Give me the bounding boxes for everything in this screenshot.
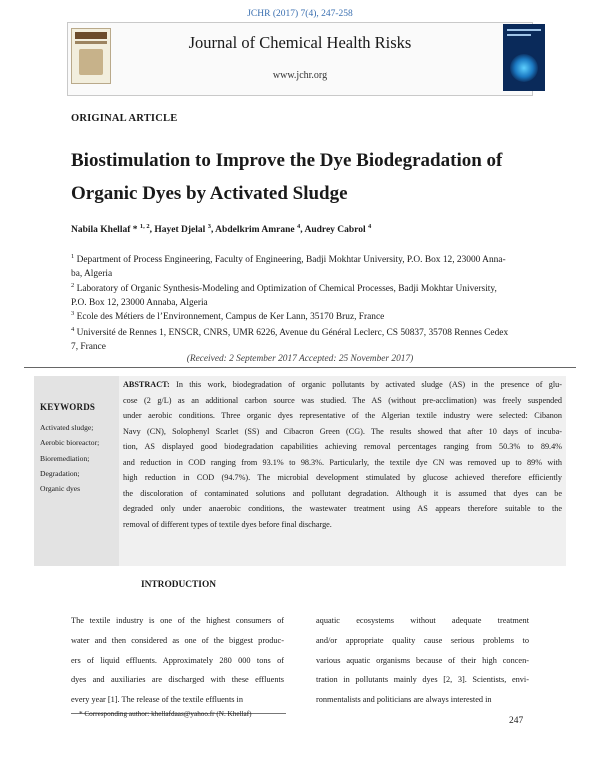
body-line: tration in pollutants mainly dyes [2, 3]. Scientists, envi- — [316, 675, 529, 685]
keyword-item: Activated sludge; — [40, 423, 94, 432]
affiliation: $^2$ Laboratory of Organic Synthesis-Modeling and Optimization of Chemical Processes, Badji Mokhtar University, P.O. Box 12, 23000 Annaba, Algeria — [71, 282, 497, 308]
keyword-item: Degradation; — [40, 468, 80, 478]
section-divider — [24, 367, 576, 368]
article-type: ORIGINAL ARTICLE — [71, 113, 178, 124]
abstract-line: degraded only under anaerobic conditions, the wastewater treatment using AS appears therefore suitable to the — [123, 504, 562, 513]
abstract-line: high reduction in COD (94.7%). The microbial development stimulated by glucose achieved therefore efficiently — [123, 473, 562, 482]
journal-citation: JCHR (2017) 7(4), 247-258 — [247, 9, 353, 19]
affiliation: $^3$ Ecole des Métiers de l’Environnement, Campus de Ker Lann, 35170 Bruz, France — [71, 310, 385, 323]
author-name: Hayet Djelal — [154, 225, 206, 236]
body-line: The textile industry is one of the highest consumers of — [71, 616, 284, 625]
journal-cover-thumbnail-right — [503, 24, 545, 91]
keyword-item: Organic dyes — [40, 484, 81, 494]
body-line: various aquatic organisms because of their high concen- — [316, 655, 529, 665]
journal-url[interactable]: www.jchr.org — [272, 70, 328, 81]
abstract-line: tion, AS displayed good biodegradation capabilities achieving removal percentages ranging from 50.3% to 89.4% — [123, 442, 562, 451]
body-line: and/or appropriate quality cause serious problems to — [316, 635, 529, 645]
body-column-right — [316, 611, 529, 710]
body-line: dyes and auxiliaries are discharged with these effluents — [71, 675, 284, 685]
abstract-line: and reduction in COD ranging from 93.1% to 98.3%. Particularly, the textile dye CN was removed up to 89% with — [123, 457, 562, 467]
affiliation: $^1$ Department of Process Engineering, Faculty of Engineering, Badji Mokhtar University, P.O. Box 12, 23000 Anna- ba, Algeria — [71, 253, 506, 279]
journal-title: Journal of Chemical Health Risks — [188, 33, 412, 52]
keywords-list — [40, 420, 99, 496]
paper-title-line: Biostimulation to Improve the Dye Biodegradation of — [71, 150, 503, 171]
journal-cover-thumbnail-left — [71, 28, 111, 84]
author-name: Nabila Khellaf — [71, 225, 131, 236]
body-column-left — [71, 611, 284, 710]
body-line: ers of liquid effluents. Approximately 280 000 tons of — [71, 655, 284, 665]
keyword-item: Bioremediation; — [40, 453, 90, 463]
received-accepted-dates: (Received: 2 September 2017 Accepted: 25 November 2017) — [186, 354, 414, 364]
keyword-item: Aerobic bioreactor; — [40, 438, 100, 448]
abstract-line: Navy (CN), Solophenyl Scarlet (SS) and Cibacron Green (CG). The results showed that after 10 days of incuba- — [123, 426, 562, 436]
paper-title-line: Organic Dyes by Activated Sludge — [71, 183, 348, 204]
author-affiliation-mark: 4 — [368, 223, 372, 230]
abstract-text — [123, 377, 562, 532]
keywords-heading: KEYWORDS — [40, 402, 96, 412]
author-name: Abdelkrim Amrane — [215, 225, 295, 236]
author-name: Audrey Cabrol — [304, 225, 366, 236]
abstract-line: ABSTRACT: In this work, biodegradation of organic pollutants by activated sludge (AS) in the presence of glu- — [123, 380, 562, 389]
page-number: 247 — [509, 716, 524, 726]
body-line: every year [1]. The release of the textile effluents in — [71, 695, 244, 705]
introduction-heading: INTRODUCTION — [141, 580, 217, 590]
abstract-line: cose (2 g/L) as an additional carbon source was studied. The AS (without pre-acclimation) was freely suspended — [123, 395, 562, 405]
body-line: water and then considered as one of the biggest produc- — [71, 635, 284, 645]
author-affiliation-mark: 4 — [296, 223, 301, 230]
abstract-line: the discoloration of contaminated solutions and pollutant degradation. Although it is assumed that dyes can be — [123, 488, 562, 498]
paper-title — [71, 144, 541, 210]
abstract-label: ABSTRACT: — [123, 380, 170, 389]
body-line: ronmentalists and politicians are always interested in — [316, 695, 492, 705]
author-affiliation-mark: 3 — [207, 223, 211, 230]
author-affiliation-mark: 1, 2 — [139, 223, 150, 230]
abstract-line: removal of different types of textile dyes before final discharge. — [123, 519, 332, 529]
abstract-line: under aerobic conditions. Three organic dyes representative of the Algerian textile industry were selected: Cibanon — [123, 411, 562, 420]
corresponding-author-footnote: * Corresponding author: khellafdaas@yahoo.fr (N. Khellaf) — [79, 710, 252, 718]
affiliation: $^4$ Université de Rennes 1, ENSCR, CNRS, UMR 6226, Avenue du Général Leclerc, CS 50837, 35708 Rennes Cedex 7, France — [71, 326, 509, 352]
body-line: aquatic ecosystems without adequate treatment — [316, 616, 529, 625]
author-list: Nabila Khellaf * $^{1, 2}$, Hayet Djelal $^3$, Abdelkrim Amrane $^4$, Audrey Cabrol $^4$ — [71, 223, 372, 236]
